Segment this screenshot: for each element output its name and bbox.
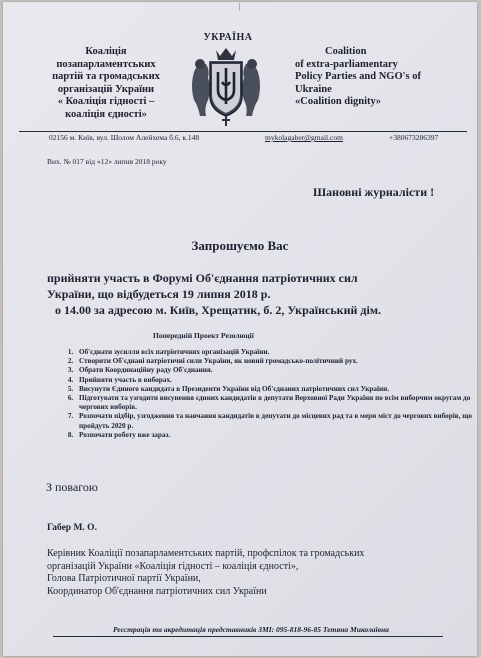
signatory-name: Габер М. О. [47, 523, 97, 533]
country-label: УКРАЇНА [203, 32, 253, 43]
salutation: Шановні журналісти ! [313, 185, 435, 199]
resolution-item: 7. Розпочати підбір, узгодження та навчання кандидатів в депутати до місцевих рад та в мери міст до чергових виборів, що пройдуть 2020 р. [75, 412, 475, 430]
header-left-line: Коаліція [85, 46, 127, 57]
header-right-line: Ukraine [295, 83, 332, 95]
invite-text-line: України, що відбудеться 19 липня 2018 р. [47, 287, 271, 301]
signatory-title-line: Голова Патріотичної партії України, [47, 573, 201, 584]
invite-text-line: прийняти участь в Форумі Об'єднання патріотичних сил [47, 271, 358, 285]
resolution-item: 4. Прийняти участь в виборах. [75, 376, 475, 385]
resolution-item: 6. Підготувати та узгодити висунення єдиних кандидатів в депутати Верховної Ради України по всім виборчим округам до чергових виборів. [75, 394, 475, 412]
invite-heading: Запрошуємо Вас [191, 238, 289, 253]
header-right-line: of extra-parliamentary [295, 58, 398, 70]
letter-page [3, 2, 477, 656]
signatory-title-line: Керівник Коаліції позапарламентських партій, профспілок та громадських [47, 548, 365, 559]
header-left-line: коаліція єдності» [65, 108, 147, 120]
signatory-title-line: організацій України «Коаліція гідності – коаліція єдності», [47, 560, 299, 572]
resolution-item: 3. Обрати Координаційну раду Об'єднання. [75, 366, 475, 375]
header-divider [19, 131, 467, 132]
header-right-org-name [295, 46, 465, 109]
resolution-item: 5. Висунути Єдиного кандидата в Президенти України від Об'єднаних патріотичних сил України. [75, 385, 475, 394]
invite-text [47, 270, 467, 318]
resolution-item: 1. Об'єднати зусилля всіх патріотичних організацій України. [75, 348, 475, 357]
resolution-item: 2. Створити Об'єднані патріотичні сили України, як новий громадсько-політичний рух. [75, 357, 475, 366]
header-left-line: « Коаліція гідності – [57, 96, 155, 107]
resolution-item: 8. Розпочати роботу вже зараз. [75, 431, 475, 440]
signatory-title [47, 548, 467, 598]
footer-underline [53, 636, 443, 637]
resolution-list [53, 348, 475, 440]
contact-address: 02156 м. Київ, вул. Шолом Алейхема б.6, к.148 [49, 133, 200, 142]
invite-text-line: о 14.00 за адресою м. Київ, Хрещатик, б. 2, Український дім. [55, 303, 381, 317]
contact-email-link[interactable]: mykolagaber@gmail.com [265, 133, 343, 142]
closing-regards: З повагою [46, 480, 98, 494]
page-top-mark: | [239, 2, 241, 11]
contact-phone: +380673286397 [389, 133, 439, 142]
header-left-org-name [31, 46, 181, 121]
outgoing-reference: Вих. № 017 від «12» липня 2018 року [47, 157, 167, 166]
header-right-line: Coalition [325, 46, 367, 57]
header-right-line: «Coalition dignity» [295, 96, 382, 107]
coat-of-arms-icon [188, 42, 264, 126]
header-left-line: позапарламентських [56, 58, 156, 70]
footer-accreditation-note: Реєстрація та акредитація представників ЗМІ: 095-818-96-85 Тетяна Миколаївна [113, 625, 389, 634]
draft-resolution-title: Попередній Проект Резолюції [153, 331, 254, 340]
signatory-title-line: Координатор Об'єднання патріотичних сил України [47, 585, 267, 597]
header-right-line: Policy Parties and NGO's of [295, 71, 421, 82]
header-left-line: партій та громадських [52, 71, 160, 82]
header-left-line: організацій України [57, 83, 155, 95]
